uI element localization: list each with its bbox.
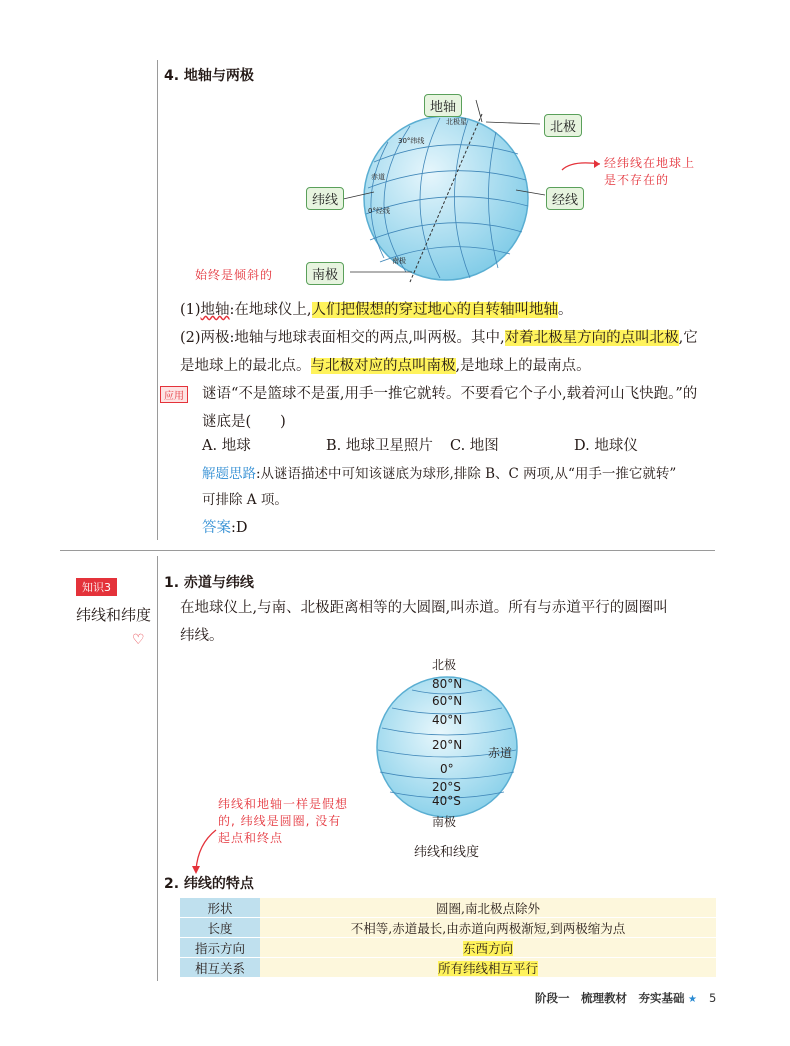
table-row: [180, 938, 716, 958]
label-north-pole: 北极: [544, 114, 582, 137]
row-key: 长度: [180, 918, 260, 938]
option-a: A. 地球: [202, 438, 251, 454]
hint-line-1: [202, 460, 676, 488]
globe-caption: 纬线和线度: [414, 845, 480, 860]
row-value: 圆圈,南北极点除外: [260, 898, 716, 918]
section-divider: [60, 550, 715, 551]
lat-label-20n: 20°N: [432, 738, 463, 752]
equator-label: 赤道: [488, 746, 513, 760]
note-line-2: 是不存在的: [604, 173, 670, 187]
option-b: B. 地球卫星照片: [326, 438, 433, 454]
latitude-features-table: [180, 898, 716, 978]
paragraph-poles-2: [180, 352, 591, 380]
note-lat-imaginary: [218, 796, 348, 847]
lat-label-40s: 40°S: [432, 794, 461, 808]
note-line-1: 经纬线在地球上: [604, 156, 696, 170]
lat-label-0: 0°: [440, 762, 454, 776]
paragraph-axis: [180, 296, 573, 324]
lat-label-north-pole: 北极: [432, 658, 457, 672]
table-row: [180, 958, 716, 978]
highlight-parallel: 所有纬线相互平行: [437, 960, 538, 976]
subsection-2-title: 2. 纬线的特点: [164, 876, 254, 892]
answer-label: 答案: [202, 520, 231, 536]
highlight-direction: 东西方向: [462, 940, 513, 956]
note-lines-not-exist: [604, 155, 695, 189]
p1-end: 。: [558, 302, 573, 318]
row-key: 指示方向: [180, 938, 260, 958]
label-latitude: 纬线: [306, 187, 344, 210]
section-title: 4. 地轴与两极: [164, 68, 254, 84]
table-row: [180, 898, 716, 918]
answer-value: :D: [231, 520, 248, 536]
footer-text: 阶段一 梳理教材 夯实基础: [535, 991, 685, 1005]
highlight-south-def: 与北极对应的点叫南极: [310, 358, 456, 374]
highlight-north-def: 对着北极星方向的点叫北极: [504, 330, 679, 346]
label-longitude: 经线: [546, 187, 584, 210]
question-line-1: 谜语“不是篮球不是蛋,用手一推它就转。不要看它个子小,载着河山飞快跑。”的: [202, 386, 698, 402]
knowledge-tag: 知识3: [76, 578, 117, 596]
margin-rule-top: [157, 60, 158, 540]
row-value: 不相等,赤道最长,由赤道向两极渐短,到两极缩为点: [260, 918, 716, 938]
subsection-1-title: 1. 赤道与纬线: [164, 575, 254, 591]
star-icon: ★: [684, 994, 697, 1005]
equator-def-2: 纬线。: [180, 628, 224, 644]
p3-text: 是地球上的最北点。: [180, 358, 311, 374]
highlight-axis-def: 人们把假想的穿过地心的自转轴叫地轴: [311, 302, 559, 318]
margin-rule-bottom: [157, 556, 158, 981]
heart-icon: ♡: [132, 632, 145, 648]
lat-label-south-pole: 南极: [432, 815, 457, 829]
answer: [202, 514, 248, 542]
knowledge-title: 纬线和纬度: [76, 606, 152, 624]
p2-end: ,它: [678, 330, 698, 346]
table-row: [180, 918, 716, 938]
label-30-lat: 30°纬线: [398, 137, 425, 145]
hint-text: :从谜语描述中可知该谜底为球形,排除 B、C 两项,从“用手一推它就转”: [256, 466, 677, 482]
label-south-small: 南极: [392, 257, 406, 265]
note-tilt: 始终是倾斜的: [195, 268, 274, 282]
row-value: [260, 938, 716, 958]
footer: [535, 990, 716, 1006]
option-c: C. 地图: [450, 438, 499, 454]
equator-def-1: 在地球仪上,与南、北极距离相等的大圆圈,叫赤道。所有与赤道平行的圆圈叫: [180, 600, 668, 616]
row-key: 相互关系: [180, 958, 260, 978]
label-south-pole: 南极: [306, 262, 344, 285]
note-arrow-icon: [188, 826, 218, 876]
label-north-star: 北极星: [446, 118, 467, 126]
lat-label-20s: 20°S: [432, 780, 461, 794]
p1-text: :在地球仪上,: [229, 302, 312, 318]
question-line-2: 谜底是( ): [202, 414, 286, 430]
term-axis: 地轴: [200, 302, 230, 318]
page-number: 5: [708, 991, 717, 1005]
row-value: [260, 958, 716, 978]
p2-text: (2)两极:地轴与地球表面相交的两点,叫两极。其中,: [180, 330, 505, 346]
label-prime-meridian: 0°经线: [368, 207, 390, 215]
note-lat-1: 纬线和地轴一样是假想: [218, 797, 349, 811]
lat-label-80n: 80°N: [432, 677, 463, 691]
globe-axis-diagram: [300, 92, 730, 292]
p3-end: ,是地球上的最南点。: [455, 358, 591, 374]
note-lat-3: 起点和终点: [218, 831, 284, 845]
lat-label-60n: 60°N: [432, 694, 463, 708]
label-axis: 地轴: [424, 94, 462, 117]
label-equator-small: 赤道: [371, 173, 385, 181]
apply-tag: 应用: [160, 386, 188, 403]
p1-prefix: (1): [180, 302, 201, 318]
hint-label: 解题思路: [202, 466, 256, 482]
row-key: 形状: [180, 898, 260, 918]
lat-label-40n: 40°N: [432, 713, 463, 727]
note-lat-2: 的, 纬线是圆圈, 没有: [218, 814, 342, 828]
option-d: D. 地球仪: [574, 438, 638, 454]
hint-line-2: 可排除 A 项。: [202, 492, 288, 508]
paragraph-poles: [180, 324, 698, 352]
